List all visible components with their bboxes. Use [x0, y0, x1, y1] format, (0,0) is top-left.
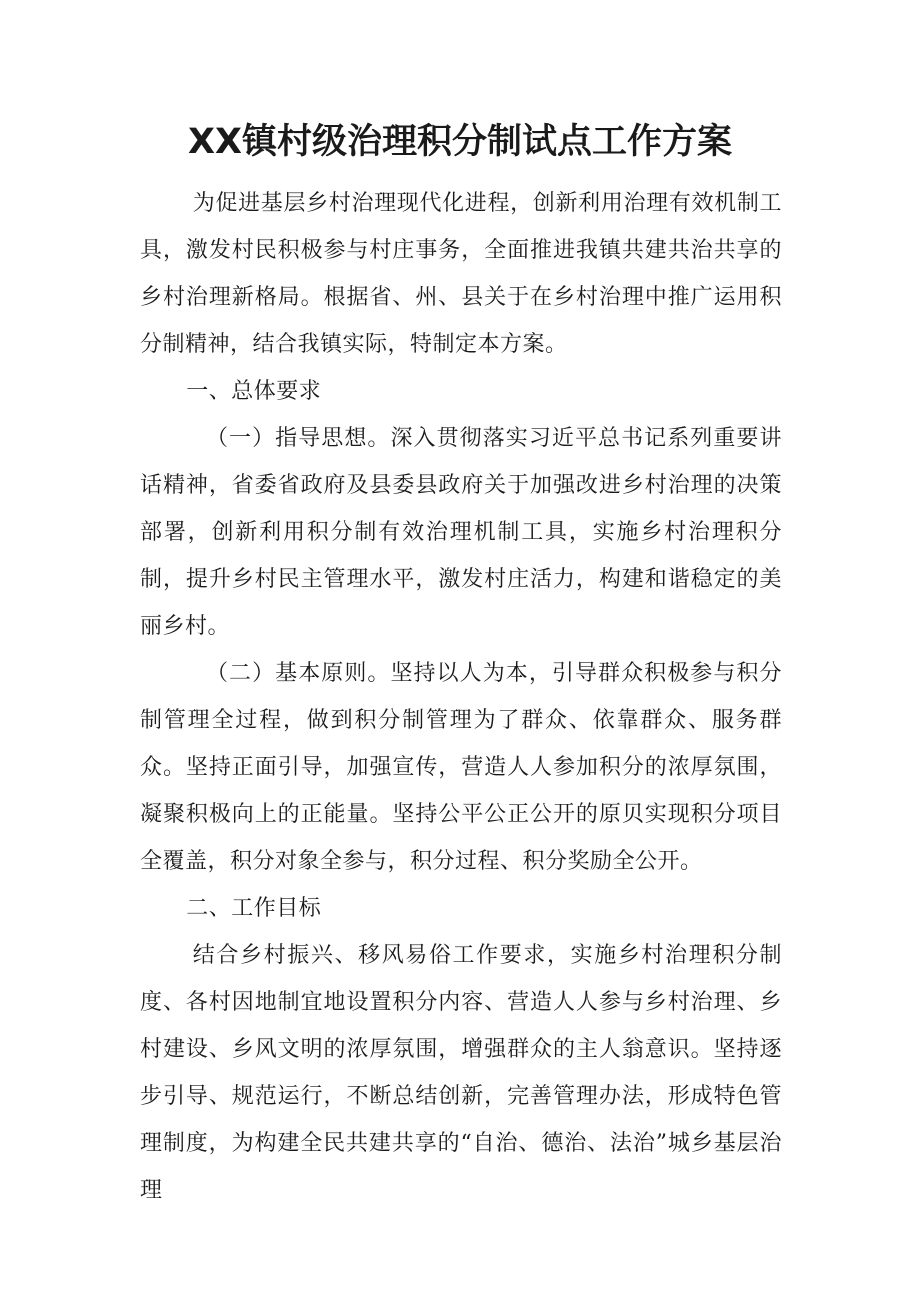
- section-heading-general-requirements: 一、总体要求: [186, 379, 322, 404]
- basic-principles-paragraph: （二）基本原则。坚持以人为本，引导群众积极参与积分制管理全过程，做到积分制管理为了群众、依靠群众、服务群众。坚持正面引导，加强宣传，营造人人参加积分的浓厚氛围，凝聚积极向上的正能量。坚持公平公正公开的原贝实现积分项目全覆盖，积分对象全参与，积分过程、积分奖励全公开。: [140, 661, 782, 874]
- document-title: XX镇村级治理积分制试点工作方案: [188, 122, 732, 162]
- guiding-ideology-paragraph: （一）指导思想。深入贯彻落实习近平总书记系列重要讲话精神，省委省政府及县委县政府关于加强改进乡村治理的决策部署，创新利用积分制有效治理机制工具，实施乡村治理积分制，提升乡村民主管理水平，激发村庄活力，构建和谐稳定的美丽乡村。: [140, 426, 782, 639]
- work-goals-paragraph: 结合乡村振兴、移风易俗工作要求，实施乡村治理积分制度、各村因地制宜地设置积分内容、营造人人参与乡村治理、乡村建设、乡风文明的浓厚氛围，增强群众的主人翁意识。坚持逐步引导、规范运行，不断总结创新，完善管理办法，形成特色管理制度，为构建全民共建共享的“自治、德治、法治”城乡基层治理: [140, 943, 782, 1203]
- section-heading-work-goals: 二、工作目标: [186, 896, 322, 921]
- intro-paragraph: 为促进基层乡村治理现代化进程，创新利用治理有效机制工具，激发村民积极参与村庄事务，全面推进我镇共建共治共享的乡村治理新格局。根据省、州、县关于在乡村治理中推广运用积分制精神，结合我镇实际，特制定本方案。: [140, 191, 782, 357]
- document-body: [140, 180, 782, 1214]
